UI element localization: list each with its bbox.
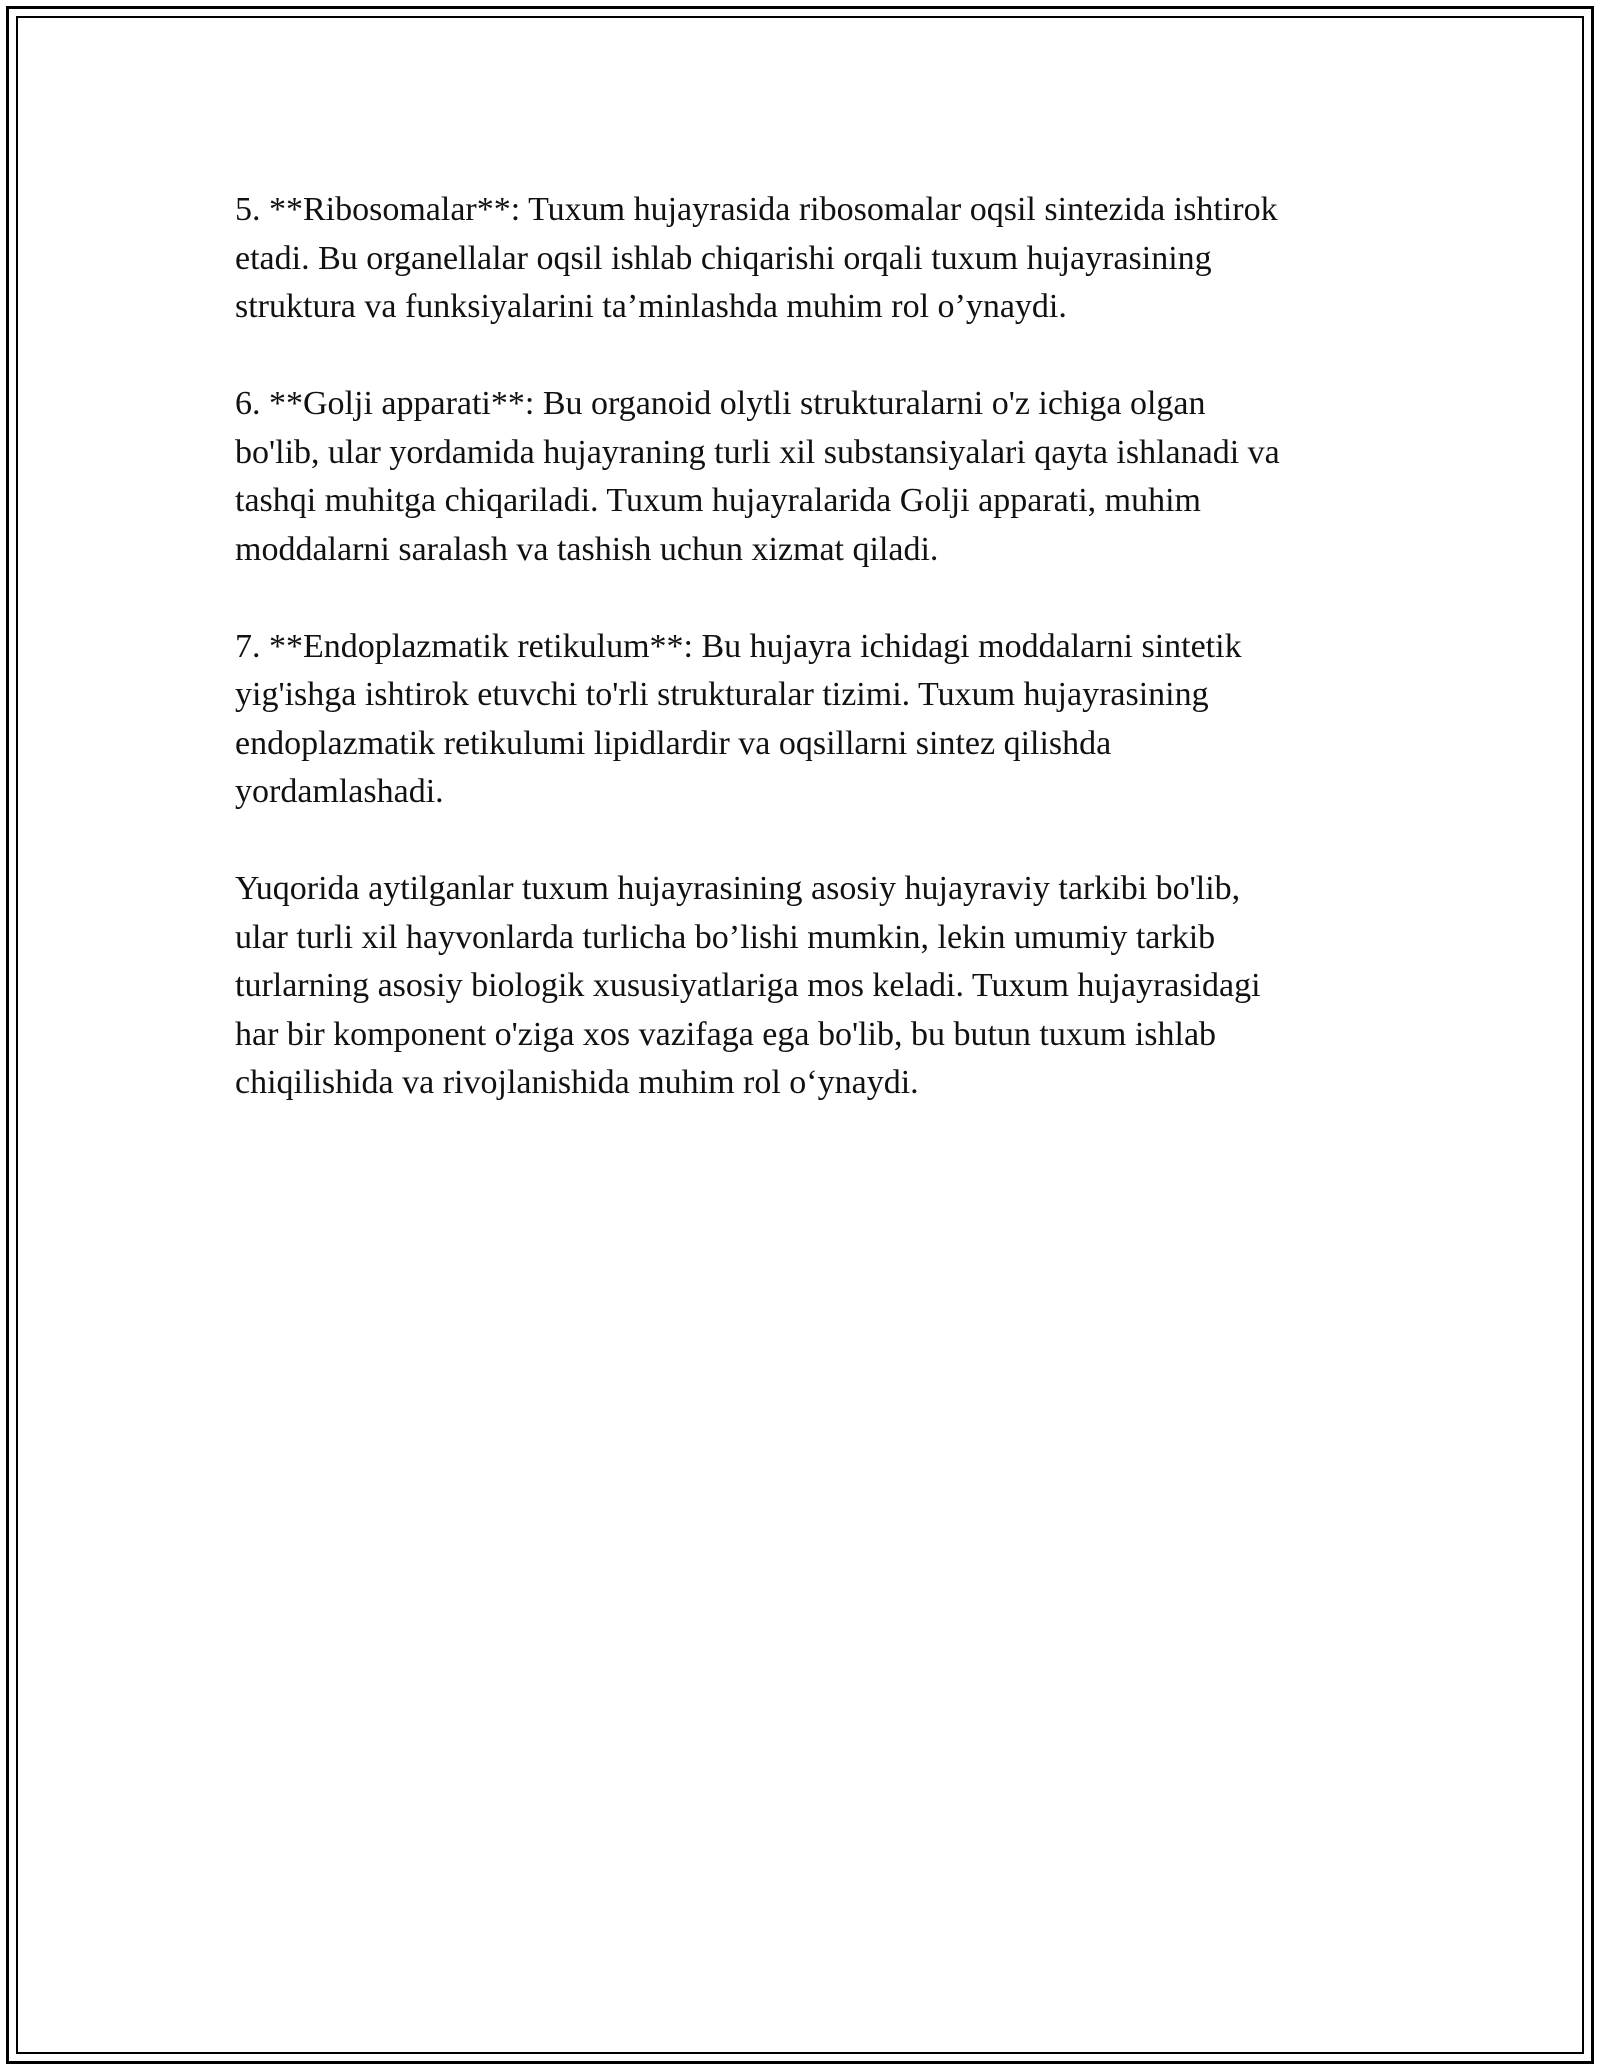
paragraph-endoplazmatik-retikulum: 7. **Endoplazmatik retikulum**: Bu hujayra ichidagi moddalarni sintetik yig'ishga ishtirok etuvchi to'rli strukturalar tizimi. Tuxum hujayrasining endoplazmatik retikulumi lipidlardir va oqsillarni sintez qilishda yordamlashadi. bbox=[235, 627, 1242, 810]
paragraph-ribosomalar: 5. **Ribosomalar**: Tuxum hujayrasida ribosomalar oqsil sintezida ishtirok etadi. Bu organellalar oqsil ishlab chiqarishi orqali tuxum hujayrasining struktura va funksiyalarini ta’minlashda muhim rol o’ynaydi. bbox=[235, 191, 1278, 325]
document-body bbox=[235, 186, 1385, 1156]
paragraph-golji-apparati: 6. **Golji apparati**: Bu organoid olytli strukturalarni o'z ichiga olgan bo'lib, ular yordamida hujayraning turli xil substansiyalari qayta ishlanadi va tashqi muhitga chiqariladi. Tuxum hujayralarida Golji apparati, muhim moddalarni saralash va tashish uchun xizmat qiladi. bbox=[235, 385, 1280, 568]
paragraph-conclusion: Yuqorida aytilganlar tuxum hujayrasining asosiy hujayraviy tarkibi bo'lib, ular turli xil hayvonlarda turlicha bo’lishi mumkin, lekin umumiy tarkib turlarning asosiy biologik xususiyatlariga mos keladi. Tuxum hujayrasidagi har bir komponent o'ziga xos vazifaga ega bo'lib, bu butun tuxum ishlab chiqilishida va rivojlanishida muhim rol o‘ynaydi. bbox=[235, 870, 1261, 1101]
